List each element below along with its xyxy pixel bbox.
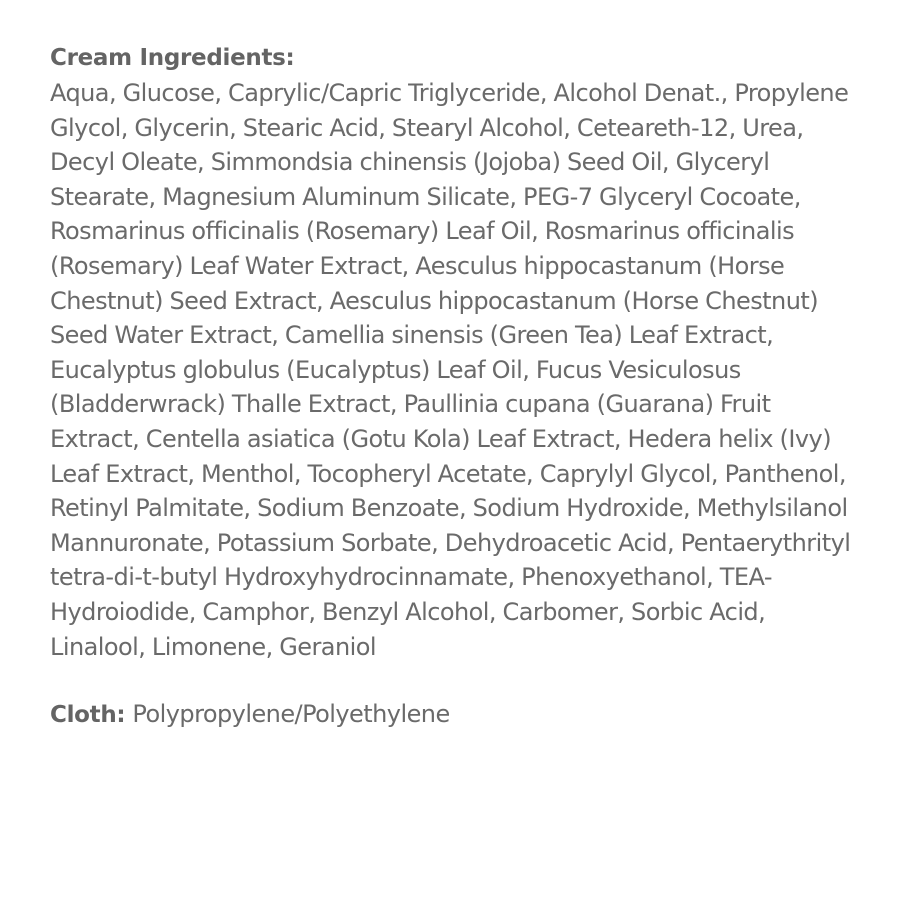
cream-ingredients-heading: Cream Ingredients: [50, 45, 295, 71]
cloth-line [50, 697, 860, 733]
ingredients-panel [50, 41, 860, 733]
cream-ingredients-list: Aqua, Glucose, Caprylic/Capric Triglyceride, Alcohol Denat., Propylene Glycol, Glycerin, Stearic Acid, Stearyl Alcohol, Ceteareth-12, Urea, Decyl Oleate, Simmondsia chinensis (Jojoba) Seed Oil, Glyceryl Stearate, Magnesium Aluminum Silicate, PEG-7 Glyceryl Cocoate, Rosmarinus officinalis (Rosemary) Leaf Oil, Rosmarinus officinalis (Rosemary) Leaf Water Extract, Aesculus hippocastanum (Horse Chestnut) Seed Extract, Aesculus hippocastanum (Horse Chestnut) Seed Water Extract, Camellia sinensis (Green Tea) Leaf Extract, Eucalyptus globulus (Eucalyptus) Leaf Oil, Fucus Vesiculosus (Bladderwrack) Thalle Extract, Paullinia cupana (Guarana) Fruit Extract, Centella asiatica (Gotu Kola) Leaf Extract, Hedera helix (Ivy) Leaf Extract, Menthol, Tocopheryl Acetate, Caprylyl Glycol, Panthenol, Retinyl Palmitate, Sodium Benzoate, Sodium Hydroxide, Methylsilanol Mannuronate, Potassium Sorbate, Dehydroacetic Acid, Pentaerythrityl tetra-di-t-butyl Hydroxyhydrocinnamate, Phenoxyethanol, TEA-Hydroiodide, Camphor, Benzyl Alcohol, Carbomer, Sorbic Acid, Linalool, Limonene, Geraniol [50, 79, 851, 661]
cloth-label: Cloth: [50, 702, 126, 729]
cloth-value: Polypropylene/Polyethylene [125, 700, 450, 729]
